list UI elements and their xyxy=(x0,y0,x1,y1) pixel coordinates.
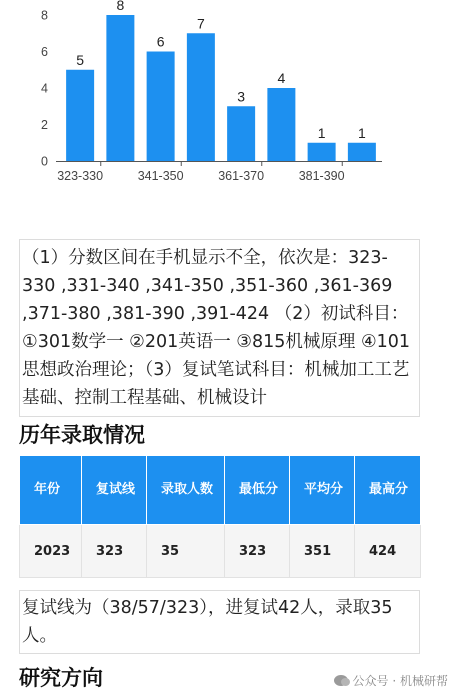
cell-year: 2023 xyxy=(20,525,82,578)
x-tick-label: 323-330 xyxy=(57,169,104,183)
table-header-row xyxy=(20,456,421,525)
bar xyxy=(267,88,295,161)
score-range-note xyxy=(19,239,420,417)
cell-admitted-count: 35 xyxy=(147,525,225,578)
header-avg-score: 平均分 xyxy=(290,456,355,525)
bar xyxy=(348,143,376,161)
admission-section-title: 历年录取情况 xyxy=(19,423,145,447)
wechat-icon xyxy=(334,675,348,686)
bar xyxy=(147,52,175,162)
header-admitted-count: 录取人数 xyxy=(147,456,225,525)
data-label: 7 xyxy=(196,15,205,32)
data-label: 1 xyxy=(357,124,366,141)
bar xyxy=(66,70,94,161)
bar xyxy=(187,33,215,161)
research-section-title: 研究方向 xyxy=(19,666,103,690)
cell-avg-score: 351 xyxy=(290,525,355,578)
header-max-score: 最高分 xyxy=(355,456,421,525)
data-label: 4 xyxy=(277,70,286,86)
header-retest-line: 复试线 xyxy=(82,456,147,525)
score-range-text: （1）分数区间在手机显示不全，依次是：323-330 ,331-340 ,341-350 ,351-360 ,361-369 ,371-380 ,381-390 ,391-424 （2）初试科目：①301数学一 ②201英语一 ③815机械原理 ④101思想政治理论；（3）复试笔试科目：机械加工工艺基础、控制工程基础、机械设计 xyxy=(22,248,411,408)
bar xyxy=(106,15,134,161)
cell-min-score: 323 xyxy=(225,525,290,578)
data-label: 8 xyxy=(116,0,125,13)
cell-retest-line: 323 xyxy=(82,525,147,578)
header-min-score: 最低分 xyxy=(225,456,290,525)
bar xyxy=(227,106,255,161)
watermark xyxy=(334,672,448,689)
data-label: 3 xyxy=(237,88,246,105)
x-tick-label: 361-370 xyxy=(218,169,265,183)
y-tick-label: 2 xyxy=(41,118,48,132)
y-tick-label: 6 xyxy=(41,45,48,59)
admission-note-text: 复试线为（38/57/323），进复试42人，录取35人。 xyxy=(22,598,393,646)
admission-table xyxy=(19,455,421,578)
admission-note xyxy=(19,590,420,654)
data-label: 6 xyxy=(156,33,165,50)
y-tick-label: 8 xyxy=(41,8,48,23)
data-label: 1 xyxy=(317,124,326,141)
x-tick-label: 341-350 xyxy=(137,169,184,183)
header-year: 年份 xyxy=(20,456,82,525)
table-row xyxy=(20,525,421,578)
watermark-text: 公众号 · 机械研帮 xyxy=(352,674,448,688)
y-tick-label: 4 xyxy=(41,81,48,96)
x-tick-label: 381-390 xyxy=(298,169,345,183)
y-tick-label: 0 xyxy=(41,154,48,169)
cell-max-score: 424 xyxy=(355,525,421,578)
score-distribution-chart xyxy=(0,0,462,192)
bar xyxy=(308,143,336,161)
data-label: 5 xyxy=(76,51,85,68)
